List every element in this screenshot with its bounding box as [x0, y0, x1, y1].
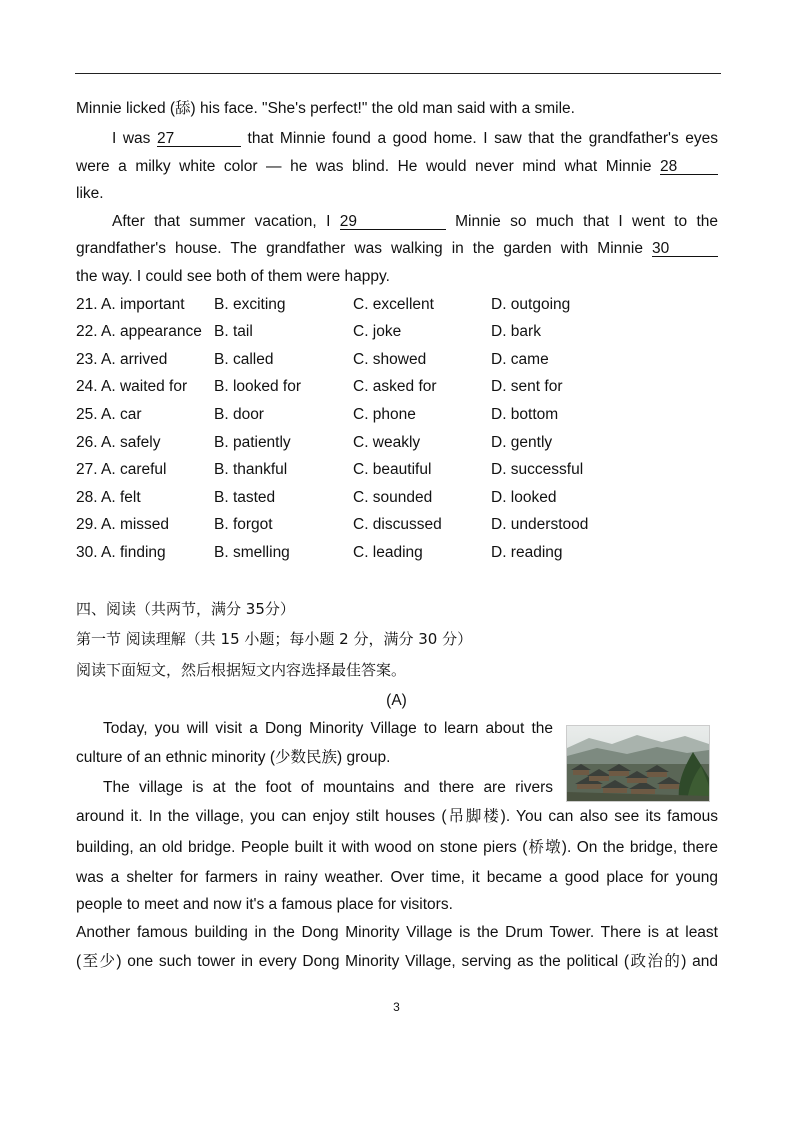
- story-p3-line-1: After that summer vacation, I 29 Minnie so much that I went to the: [112, 213, 718, 230]
- question-21-option-c: C. excellent: [353, 296, 434, 313]
- passage-p2-line-3: building, an old bridge. People built it with wood on stone piers (桥墩). On the bridge, there: [76, 839, 718, 856]
- question-27-option-c: C. beautiful: [353, 461, 432, 478]
- story-p2-line-3: like.: [76, 185, 104, 202]
- question-30-option-c: C. leading: [353, 544, 423, 561]
- passage-p2-line-2: around it. In the village, you can enjoy stilt houses (吊脚楼). You can also see its famous: [76, 808, 718, 825]
- passage-p3-line-1: Another famous building in the Dong Minority Village is the Drum Tower. There is at least: [76, 924, 718, 941]
- passage-p3-line-2: (至少) one such tower in every Dong Minority Village, serving as the political (政治的) and: [76, 953, 718, 970]
- question-25-option-d: D. bottom: [491, 406, 559, 423]
- question-25-option-c: C. phone: [353, 406, 416, 423]
- question-28-option-b: B. tasted: [214, 489, 276, 506]
- story-p3-line-2: grandfather's house. The grandfather was walking in the garden with Minnie 30: [76, 240, 718, 258]
- question-29-option-d: D. understood: [491, 516, 589, 533]
- blank-29: 29: [340, 214, 446, 230]
- question-21-option-b: B. exciting: [214, 296, 286, 313]
- header-rule: [75, 73, 721, 74]
- question-29-option-a: 29. A. missed: [76, 516, 170, 533]
- section-subheading: 第一节 阅读理解（共 15 小题；每小题 2 分，满分 30 分）: [76, 630, 473, 648]
- question-22-option-c: C. joke: [353, 323, 402, 340]
- question-24-option-c: C. asked for: [353, 378, 437, 395]
- blank-30: 30: [652, 241, 718, 257]
- question-21-option-d: D. outgoing: [491, 296, 571, 313]
- question-24-option-a: 24. A. waited for: [76, 378, 188, 395]
- village-photo: [566, 725, 710, 802]
- story-p3-line-3: the way. I could see both of them were happy.: [76, 268, 390, 285]
- question-26-option-c: C. weakly: [353, 434, 421, 451]
- question-24-option-b: B. looked for: [214, 378, 302, 395]
- question-28-option-a: 28. A. felt: [76, 489, 141, 506]
- story-line-1: Minnie licked (舔) his face. "She's perfect!" the old man said with a smile.: [76, 100, 575, 117]
- passage-p1-line-2: culture of an ethnic minority (少数民族) group.: [76, 749, 391, 766]
- question-29-option-c: C. discussed: [353, 516, 442, 533]
- question-27-option-b: B. thankful: [214, 461, 288, 478]
- question-28-option-c: C. sounded: [353, 489, 433, 506]
- question-23-option-c: C. showed: [353, 351, 427, 368]
- section-heading: 四、阅读（共两节，满分 35分）: [76, 600, 295, 618]
- question-30-option-a: 30. A. finding: [76, 544, 166, 561]
- passage-p2-line-4: was a shelter for farmers in rainy weather. Over time, it became a good place for young: [76, 869, 718, 886]
- question-26-option-b: B. patiently: [214, 434, 291, 451]
- question-22-option-d: D. bark: [491, 323, 541, 340]
- question-23-option-a: 23. A. arrived: [76, 351, 168, 368]
- blank-27: 27: [157, 131, 241, 147]
- question-24-option-d: D. sent for: [491, 378, 563, 395]
- passage-p2-line-5: people to meet and now it's a famous place for visitors.: [76, 896, 453, 913]
- question-27-option-a: 27. A. careful: [76, 461, 167, 478]
- blank-28: 28: [660, 159, 718, 175]
- question-29-option-b: B. forgot: [214, 516, 273, 533]
- passage-p1-line-1: Today, you will visit a Dong Minority Village to learn about the: [103, 720, 553, 737]
- question-30-option-b: B. smelling: [214, 544, 290, 561]
- question-28-option-d: D. looked: [491, 489, 557, 506]
- question-26-option-d: D. gently: [491, 434, 553, 451]
- question-25-option-a: 25. A. car: [76, 406, 142, 423]
- question-22-option-b: B. tail: [214, 323, 253, 340]
- story-p2-line-2: were a milky white color — he was blind. He would never mind what Minnie 28: [76, 158, 718, 176]
- question-23-option-b: B. called: [214, 351, 274, 368]
- question-27-option-d: D. successful: [491, 461, 584, 478]
- question-25-option-b: B. door: [214, 406, 264, 423]
- section-instruction: 阅读下面短文，然后根据短文内容选择最佳答案。: [76, 661, 407, 679]
- story-p2-line-1: I was 27 that Minnie found a good home. I saw that the grandfather's eyes: [112, 130, 718, 147]
- question-22-option-a: 22. A. appearance: [76, 323, 202, 340]
- passage-p2-line-1: The village is at the foot of mountains and there are rivers: [103, 779, 553, 796]
- question-21-option-a: 21. A. important: [76, 296, 185, 313]
- passage-label: (A): [386, 692, 407, 709]
- question-30-option-d: D. reading: [491, 544, 563, 561]
- question-26-option-a: 26. A. safely: [76, 434, 161, 451]
- page-number: 3: [393, 1000, 400, 1014]
- question-23-option-d: D. came: [491, 351, 549, 368]
